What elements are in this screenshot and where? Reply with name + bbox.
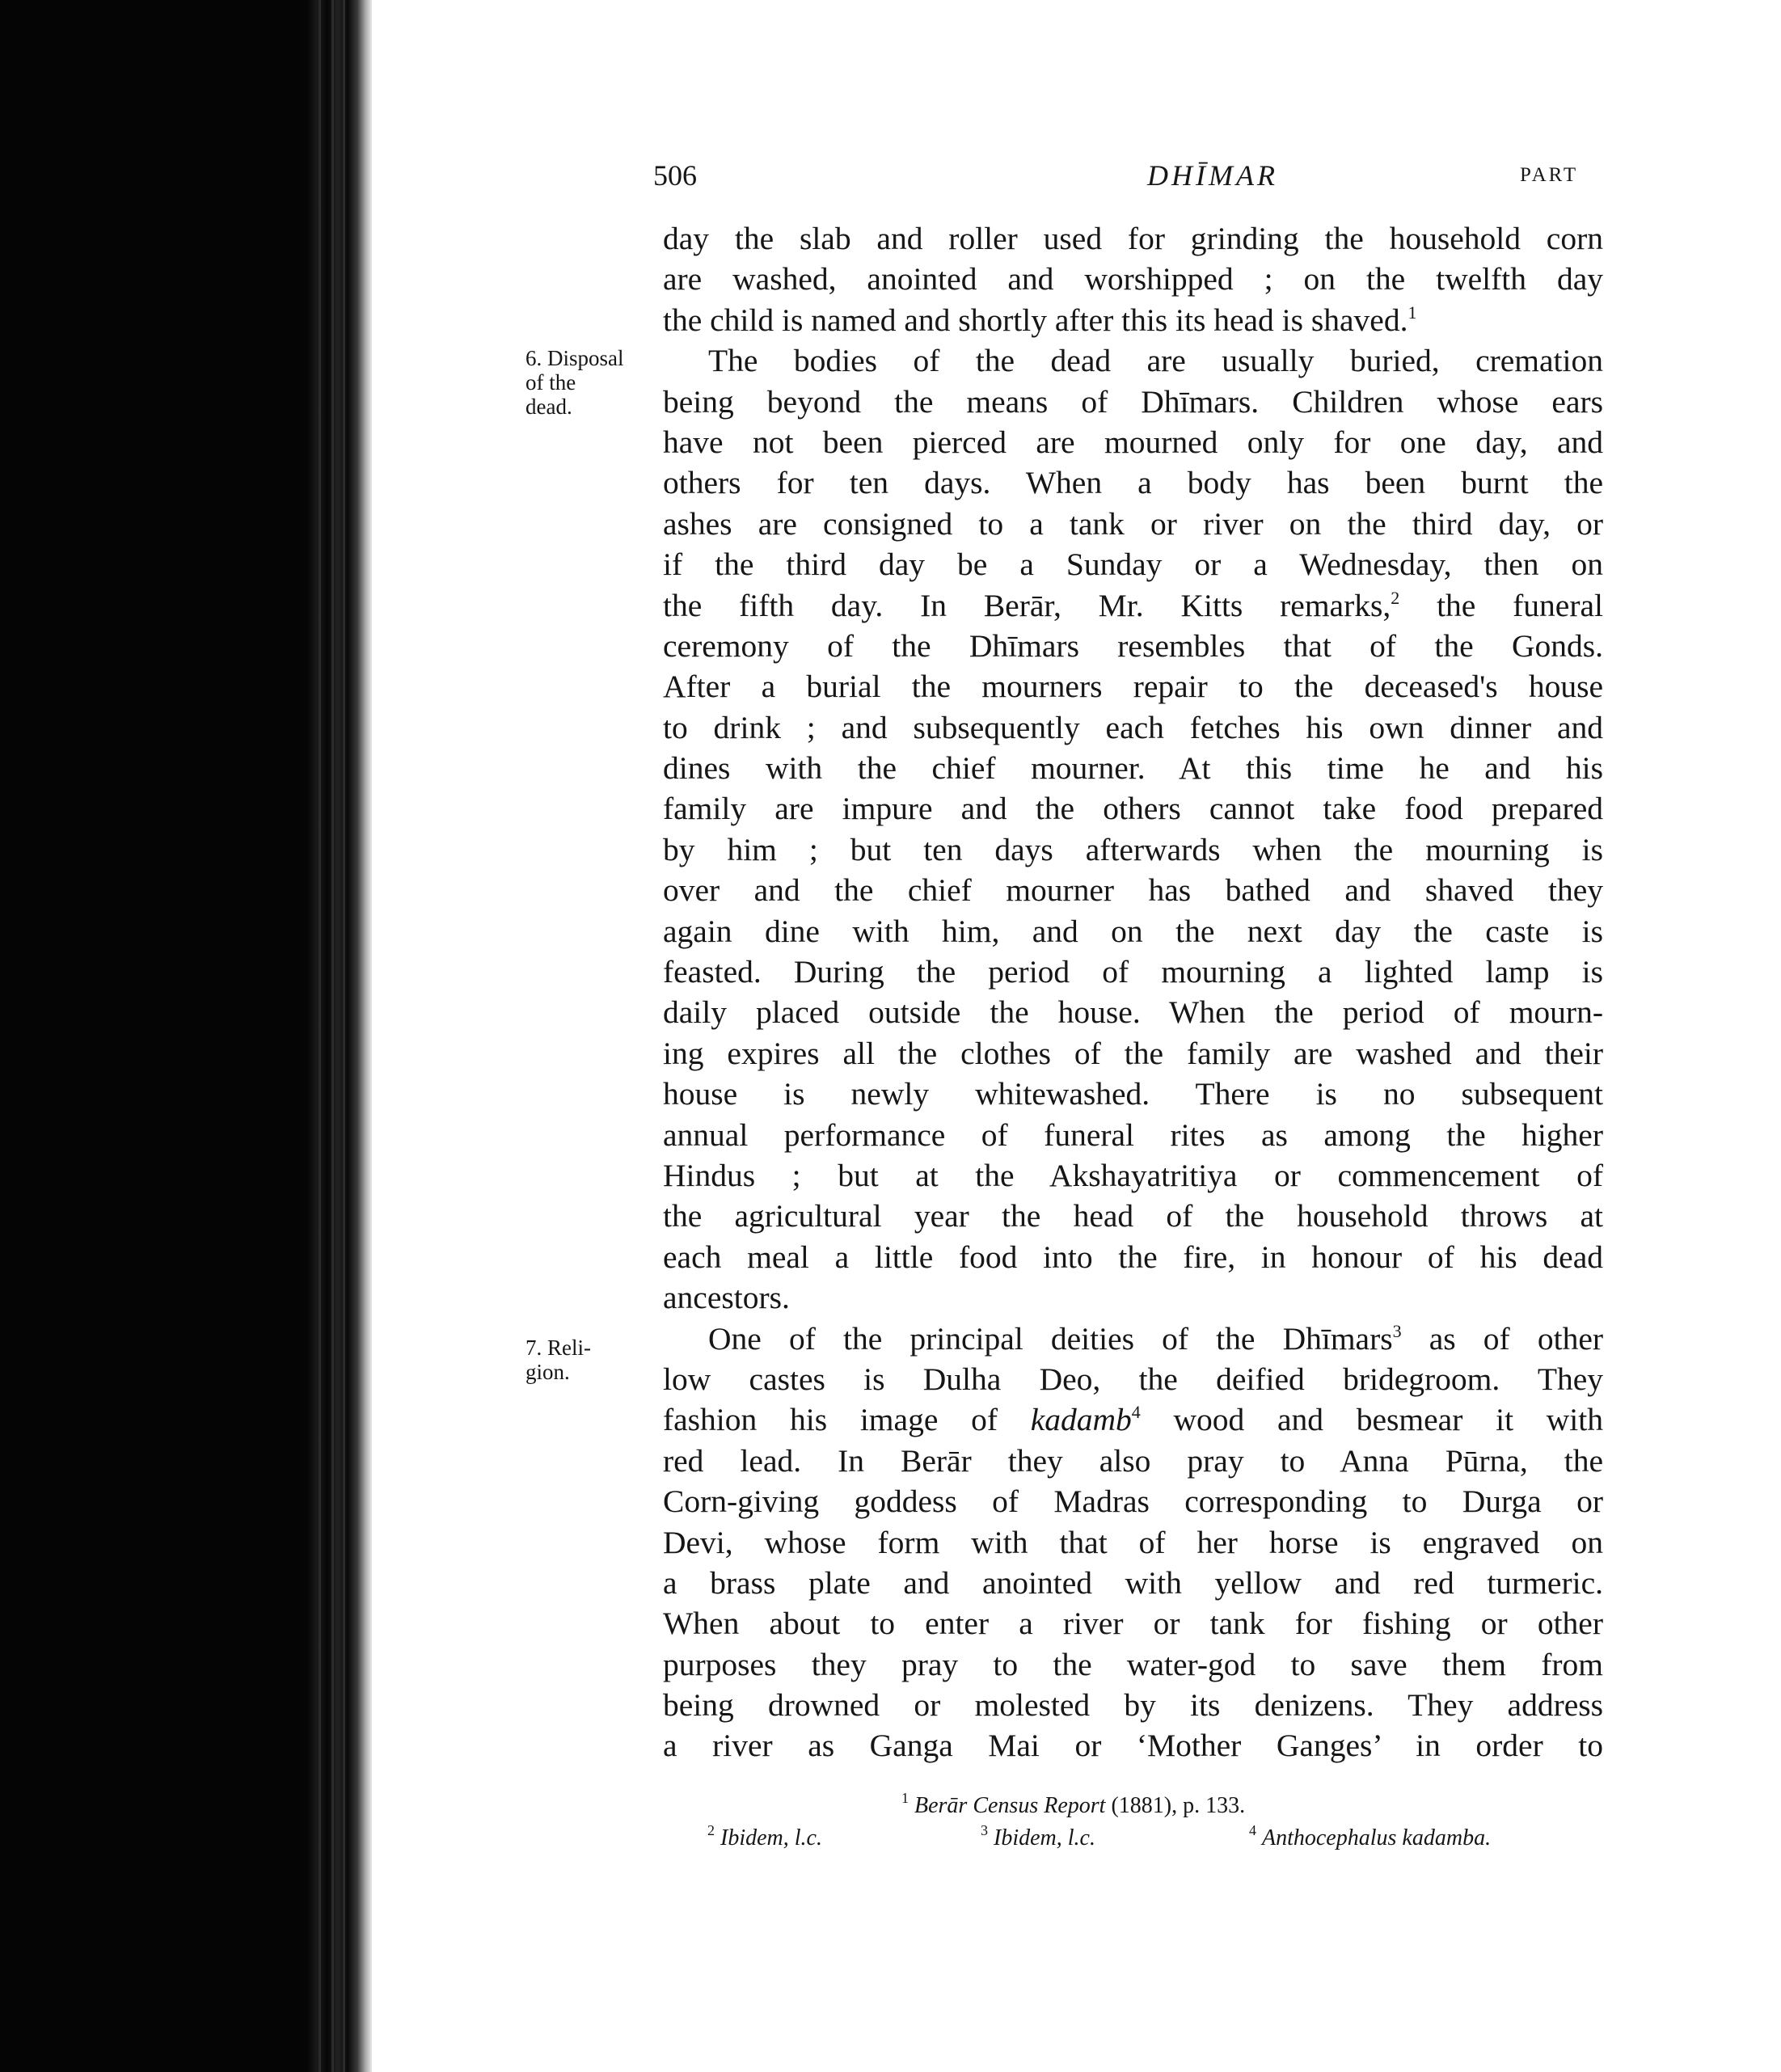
binding-edge-line [331,0,334,2072]
binding-edge-line [343,0,345,2072]
text-line: dines with the chief mourner. At this time he and his [663,750,1603,787]
text-line: After a burial the mourners repair to the deceased's house [663,669,1603,705]
footnote-4: $^4$ Anthocephalus kadamba. [1249,1822,1492,1850]
text-line: red lead. In Berār they also pray to Anna Pūrna, the [663,1442,1603,1479]
footnote-ref-1: 1 [1407,302,1417,323]
binding-edge-line [319,0,321,2072]
text-line: purposes they pray to the water-god to save them from [663,1646,1603,1682]
footnote-ref-3: 3 [1392,1320,1402,1341]
text-line: day the slab and roller used for grinding the household corn [663,221,1603,256]
footnote-ref-4: 4 [1131,1402,1141,1423]
text-line: When about to enter a river or tank for fishing or other [663,1606,1603,1642]
sidenote-line: 7. Reli- [525,1336,591,1360]
text-line: fashion his image of kadamb$^4$ wood and besmear it with [663,1402,1604,1438]
text-line: others for ten days. When a body has been burnt the [663,465,1603,501]
text-line: The bodies of the dead are usually buried, cremation [708,343,1603,379]
text-line: by him ; but ten days afterwards when the mourning is [663,831,1603,867]
text-line: annual performance of funeral rites as among the higher [663,1116,1603,1153]
footnote-1: $^1$ Berār Census Report (1881), p. 133. [901,1790,1246,1818]
text-line: the fifth day. In Berār, Mr. Kitts remarks,$^2$ the funeral [663,587,1603,623]
text-line: One of the principal deities of the Dhīmars$^3$ as of other [708,1320,1604,1357]
footnote-2: $^2$ Ibidem, l.c. [707,1822,822,1850]
text-line: each meal a little food into the fire, in honour of his dead [663,1239,1603,1275]
text-line: a river as Ganga Mai or ‘Mother Ganges’ in order to [663,1728,1603,1764]
sidenote-line: gion. [525,1360,570,1384]
text-line: being drowned or molested by its denizens. They address [663,1687,1603,1724]
text-line: have not been pierced are mourned only for one day, and [663,424,1603,460]
text-line: are washed, anointed and worshipped ; on the twelfth day [663,261,1603,298]
sidenote-line: dead. [525,395,572,419]
footnote-3: $^3$ Ibidem, l.c. [981,1822,1095,1850]
sidenote-disposal-of-the-dead [525,346,624,419]
text-line: feasted. During the period of mourning a lighted lamp is [663,954,1603,990]
text-line: ceremony of the Dhīmars resembles that of the Gonds. [663,627,1603,664]
body-text [663,218,1603,1766]
footnote-ref-2: 2 [1391,587,1400,608]
text-line: family are impure and the others cannot take food prepared [663,791,1603,827]
text-line: a brass plate and anointed with yellow and red turmeric. [663,1564,1603,1601]
text-line: the agricultural year the head of the household throws at [663,1198,1603,1234]
page-number: 506 [653,159,697,192]
text-line: house is newly whitewashed. There is no subsequent [663,1076,1603,1112]
text-line: if the third day be a Sunday or a Wednesday, then on [663,546,1603,583]
book-binding-shadow [0,0,372,2072]
text-line: ashes are consigned to a tank or river on the third day, or [663,505,1603,542]
text-line: the child is named and shortly after this its head is shaved.$^1$ [663,302,1417,338]
sidenote-religion [525,1336,591,1384]
part-label: PART [1520,164,1579,186]
text-line: Devi, whose form with that of her horse is engraved on [663,1524,1603,1560]
sidenote-line: of the [525,370,576,395]
text-line: Hindus ; but at the Akshayatritiya or commencement of [663,1157,1603,1193]
sidenote-line: 6. Disposal [525,346,624,370]
text-line: again dine with him, and on the next day the caste is [663,913,1603,949]
text-line: ing expires all the clothes of the family are washed and their [663,1035,1603,1071]
running-title: DHĪMAR [1147,159,1278,192]
text-line: low castes is Dulha Deo, the deified bridegroom. They [663,1361,1603,1397]
text-line: daily placed outside the house. When the period of mourn- [663,994,1603,1031]
text-line: ancestors. [663,1280,790,1316]
text-line: Corn-giving goddess of Madras corresponding to Durga or [663,1483,1603,1520]
text-line: being beyond the means of Dhīmars. Children whose ears [663,383,1603,420]
text-line: to drink ; and subsequently each fetches his own dinner and [663,709,1603,745]
text-line: over and the chief mourner has bathed and shaved they [663,872,1603,909]
